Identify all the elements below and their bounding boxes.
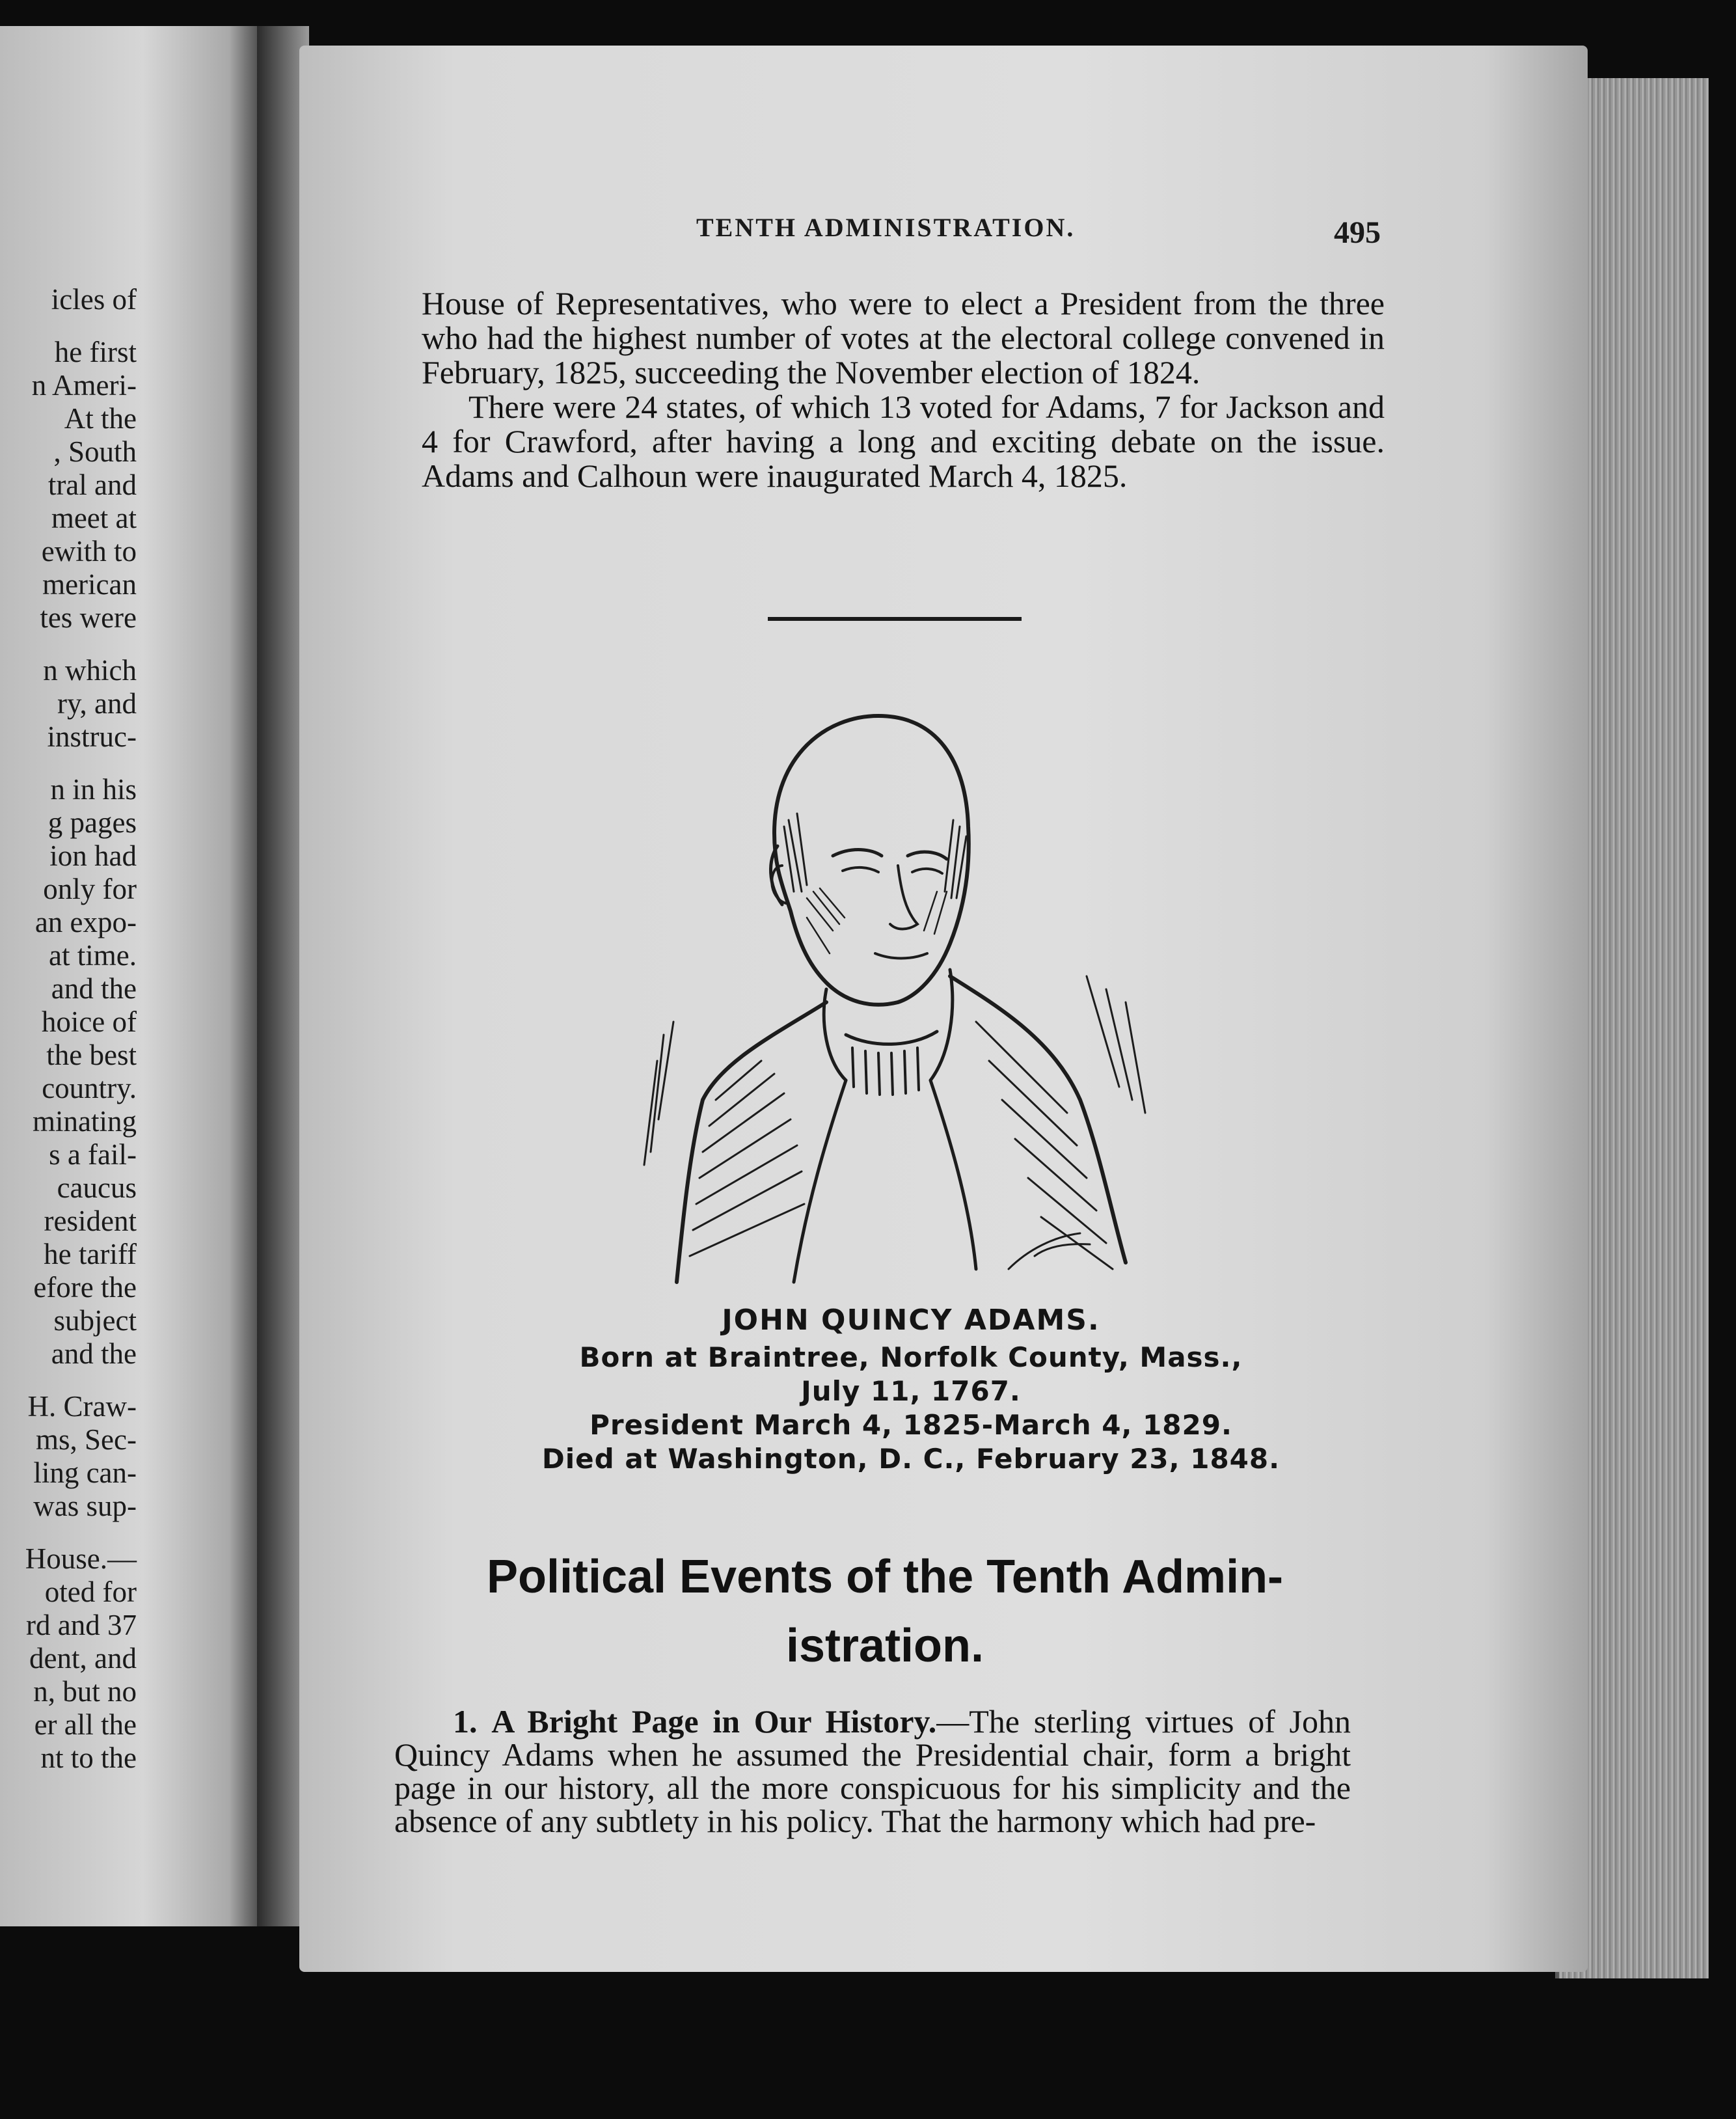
left-page-line: hoice of <box>41 1005 137 1038</box>
left-page-line: he tariff <box>44 1238 137 1270</box>
left-page-line: country. <box>42 1072 137 1104</box>
left-page-line: merican <box>42 568 137 601</box>
running-head: TENTH ADMINISTRATION. <box>696 213 1076 242</box>
left-page-line: an expo- <box>34 906 137 938</box>
left-page-line: n in his <box>50 773 137 806</box>
left-page-line: nt to the <box>40 1742 137 1774</box>
left-page-line: tral and <box>47 469 137 501</box>
left-page-line: meet at <box>51 502 137 534</box>
caption-born-date: July 11, 1767. <box>801 1375 1021 1407</box>
section-heading-line: Political Events of the Tenth Admin- <box>486 1551 1284 1603</box>
left-page-line: s a fail- <box>49 1138 137 1171</box>
body-text <box>422 286 1385 493</box>
left-page-line: ion had <box>49 840 137 872</box>
left-page-line: subject <box>53 1304 137 1337</box>
left-page-line: tes were <box>40 601 137 634</box>
left-page-line: At the <box>64 402 137 435</box>
left-page-gap <box>0 754 137 773</box>
left-page-line: resident <box>44 1205 137 1237</box>
section-heading <box>390 1542 1379 1680</box>
portrait-caption <box>429 1300 1392 1476</box>
left-page-text <box>0 283 137 1775</box>
left-page-line: House.— <box>25 1542 137 1575</box>
left-page-line: n Ameri- <box>31 369 137 402</box>
left-page-line: H. Craw- <box>27 1390 137 1423</box>
section-heading-line: istration. <box>785 1620 984 1672</box>
item-number: 1. <box>453 1703 478 1740</box>
section-item <box>394 1705 1351 1838</box>
section-rule <box>768 617 1022 621</box>
left-page-line: and the <box>51 1337 137 1370</box>
caption-born: Born at Braintree, Norfolk County, Mass., <box>579 1341 1243 1373</box>
portrait-engraving <box>612 696 1158 1295</box>
left-page-line: only for <box>43 873 137 905</box>
left-page-line: rd and 37 <box>26 1609 137 1641</box>
left-page-line: ms, Sec- <box>36 1423 137 1456</box>
left-page-gap <box>0 635 137 654</box>
left-page-line: was sup- <box>33 1490 137 1522</box>
page-number: 495 <box>1334 215 1381 250</box>
left-page-line: dent, and <box>29 1642 137 1675</box>
paragraph: House of Representatives, who were to elect a President from the three who had the highest number of votes at the electoral college convened in February, 1825, succeeding the November election of 1824. <box>422 285 1385 390</box>
caption-president: President March 4, 1825-March 4, 1829. <box>590 1409 1232 1441</box>
left-page-line: n, but no <box>33 1675 137 1708</box>
left-page-line: n which <box>43 654 137 687</box>
left-page-line: and the <box>51 972 137 1005</box>
left-page-line: oted for <box>44 1576 137 1608</box>
left-page-line: g pages <box>47 806 137 839</box>
left-page-line: minating <box>33 1105 137 1138</box>
left-page <box>0 26 260 1926</box>
left-page-line: ling can- <box>33 1456 137 1489</box>
left-page-line: caucus <box>57 1171 137 1204</box>
left-page-line: efore the <box>33 1271 137 1304</box>
left-page-gap <box>0 316 137 336</box>
left-page-line: icles of <box>51 283 137 316</box>
left-page-line: the best <box>46 1039 137 1071</box>
left-page-line: he first <box>54 336 137 368</box>
left-page-line: ry, and <box>57 687 137 720</box>
caption-died: Died at Washington, D. C., February 23, 1848. <box>541 1443 1281 1475</box>
left-page-line: instruc- <box>47 720 137 753</box>
left-page-line: ewith to <box>41 535 137 567</box>
paragraph: There were 24 states, of which 13 voted for Adams, 7 for Jackson and 4 for Crawford, after having a long and exciting debate on the issue. Adams and Calhoun were inaugurated March 4, 1825. <box>422 389 1385 494</box>
left-page-gap <box>0 1371 137 1390</box>
left-page-line: , South <box>53 435 137 468</box>
left-page-gap <box>0 1523 137 1542</box>
caption-name: JOHN QUINCY ADAMS. <box>722 1304 1100 1337</box>
left-page-line: er all the <box>34 1708 137 1741</box>
item-text: —The sterling virtues of John Quincy Adams when he assumed the Presidential chair, form a bright page in our history, all the more conspicuous for his simplicity and the absence of any subtlety in his policy. That the harmony which had pre- <box>394 1703 1351 1839</box>
item-title: A Bright Page in Our History. <box>491 1703 937 1740</box>
left-page-line: at time. <box>49 939 137 972</box>
